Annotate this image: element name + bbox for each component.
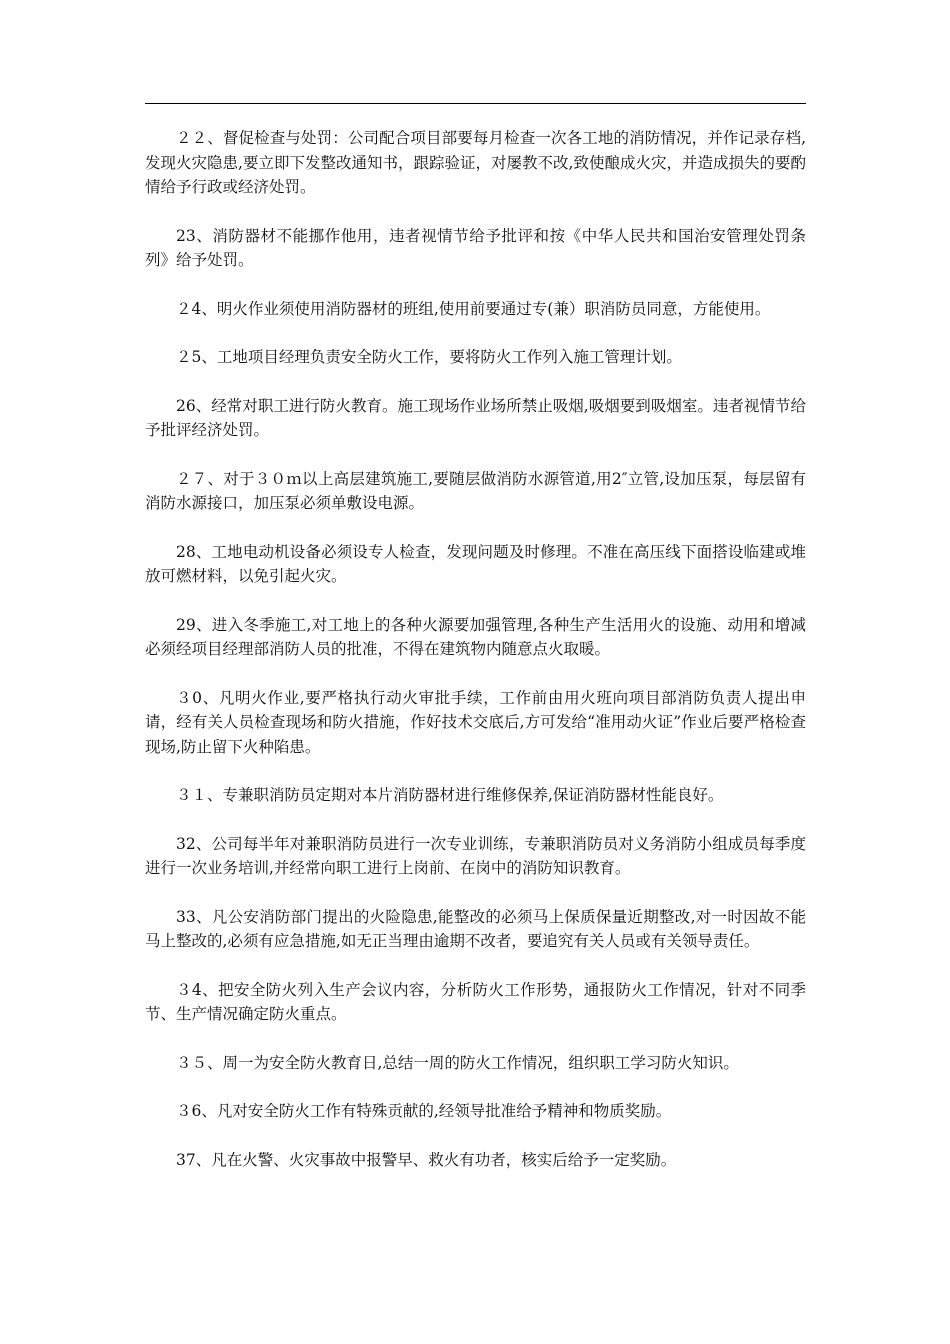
paragraph-24: ２4、明火作业须使用消防器材的班组,使用前要通过专(兼）职消防员同意，方能使用。 xyxy=(176,299,771,318)
paragraph-23: 23、消防器材不能挪作他用，违者视情节给予批评和按《中华人民共和国治安管理处罚条列》给予处罚。 xyxy=(145,226,806,269)
paragraph-28: 28、工地电动机设备必须设专人检查，发现问题及时修理。不准在高压线下面搭设临建或堆放可燃材料，以免引起火灾。 xyxy=(145,542,806,585)
paragraph-34: ３4、把安全防火列入生产会议内容，分析防火工作形势，通报防火工作情况，针对不同季节、生产情况确定防火重点。 xyxy=(145,980,806,1023)
paragraph-35: ３５、周一为安全防火教育日,总结一周的防火工作情况，组织职工学习防火知识。 xyxy=(176,1053,739,1072)
paragraph-29: 29、进入冬季施工,对工地上的各种火源要加强管理,各种生产生活用火的设施、动用和增减必须经项目经理部消防人员的批准，不得在建筑物内随意点火取暖。 xyxy=(145,615,806,658)
paragraph-31: ３１、专兼职消防员定期对本片消防器材进行维修保养,保证消防器材性能良好。 xyxy=(176,786,724,804)
paragraph-37: 37、凡在火警、火灾事故中报警早、救火有功者，核实后给予一定奖励。 xyxy=(176,1150,677,1169)
paragraph-33: 33、凡公安消防部门提出的火险隐患,能整改的必须马上保质保量近期整改,对一时因故不能马上整改的,必须有应急措施,如无正当理由逾期不改者，要追究有关人员或有关领导责任。 xyxy=(145,907,806,950)
header-rule xyxy=(145,103,806,104)
document-body xyxy=(145,126,806,1196)
paragraph-22: ２２、督促检查与处罚：公司配合项目部要每月检查一次各工地的消防情况，并作记录存档,发现火灾隐患,要立即下发整改通知书，跟踪验证，对屡教不改,致使酿成火灾，并造成损失的要酌情给予行政或经济处罚。 xyxy=(145,129,806,196)
paragraph-32: 32、公司每半年对兼职消防员进行一次专业训练，专兼职消防员对义务消防小组成员每季度进行一次业务培训,并经常向职工进行上岗前、在岗中的消防知识教育。 xyxy=(145,834,806,877)
paragraph-26: 26、经常对职工进行防火教育。施工现场作业场所禁止吸烟,吸烟要到吸烟室。违者视情节给予批评经济处罚。 xyxy=(145,396,806,439)
paragraph-27: ２７、对于３０ｍ以上高层建筑施工,要随层做消防水源管道,用2″立管,设加压泵，每层留有消防水源接口，加压泵必须单敷设电源。 xyxy=(145,469,806,512)
paragraph-25: ２5、工地项目经理负责安全防火工作，要将防火工作列入施工管理计划。 xyxy=(176,348,682,366)
paragraph-36: ３6、凡对安全防火工作有特殊贡献的,经领导批准给予精神和物质奖励。 xyxy=(176,1102,672,1120)
paragraph-30: ３0、凡明火作业,要严格执行动火审批手续，工作前由用火班向项目部消防负责人提出申请，经有关人员检查现场和防火措施，作好技术交底后,方可发给“准用动火证”作业后要严格检查现场,防止留下火种陷患。 xyxy=(145,688,806,756)
